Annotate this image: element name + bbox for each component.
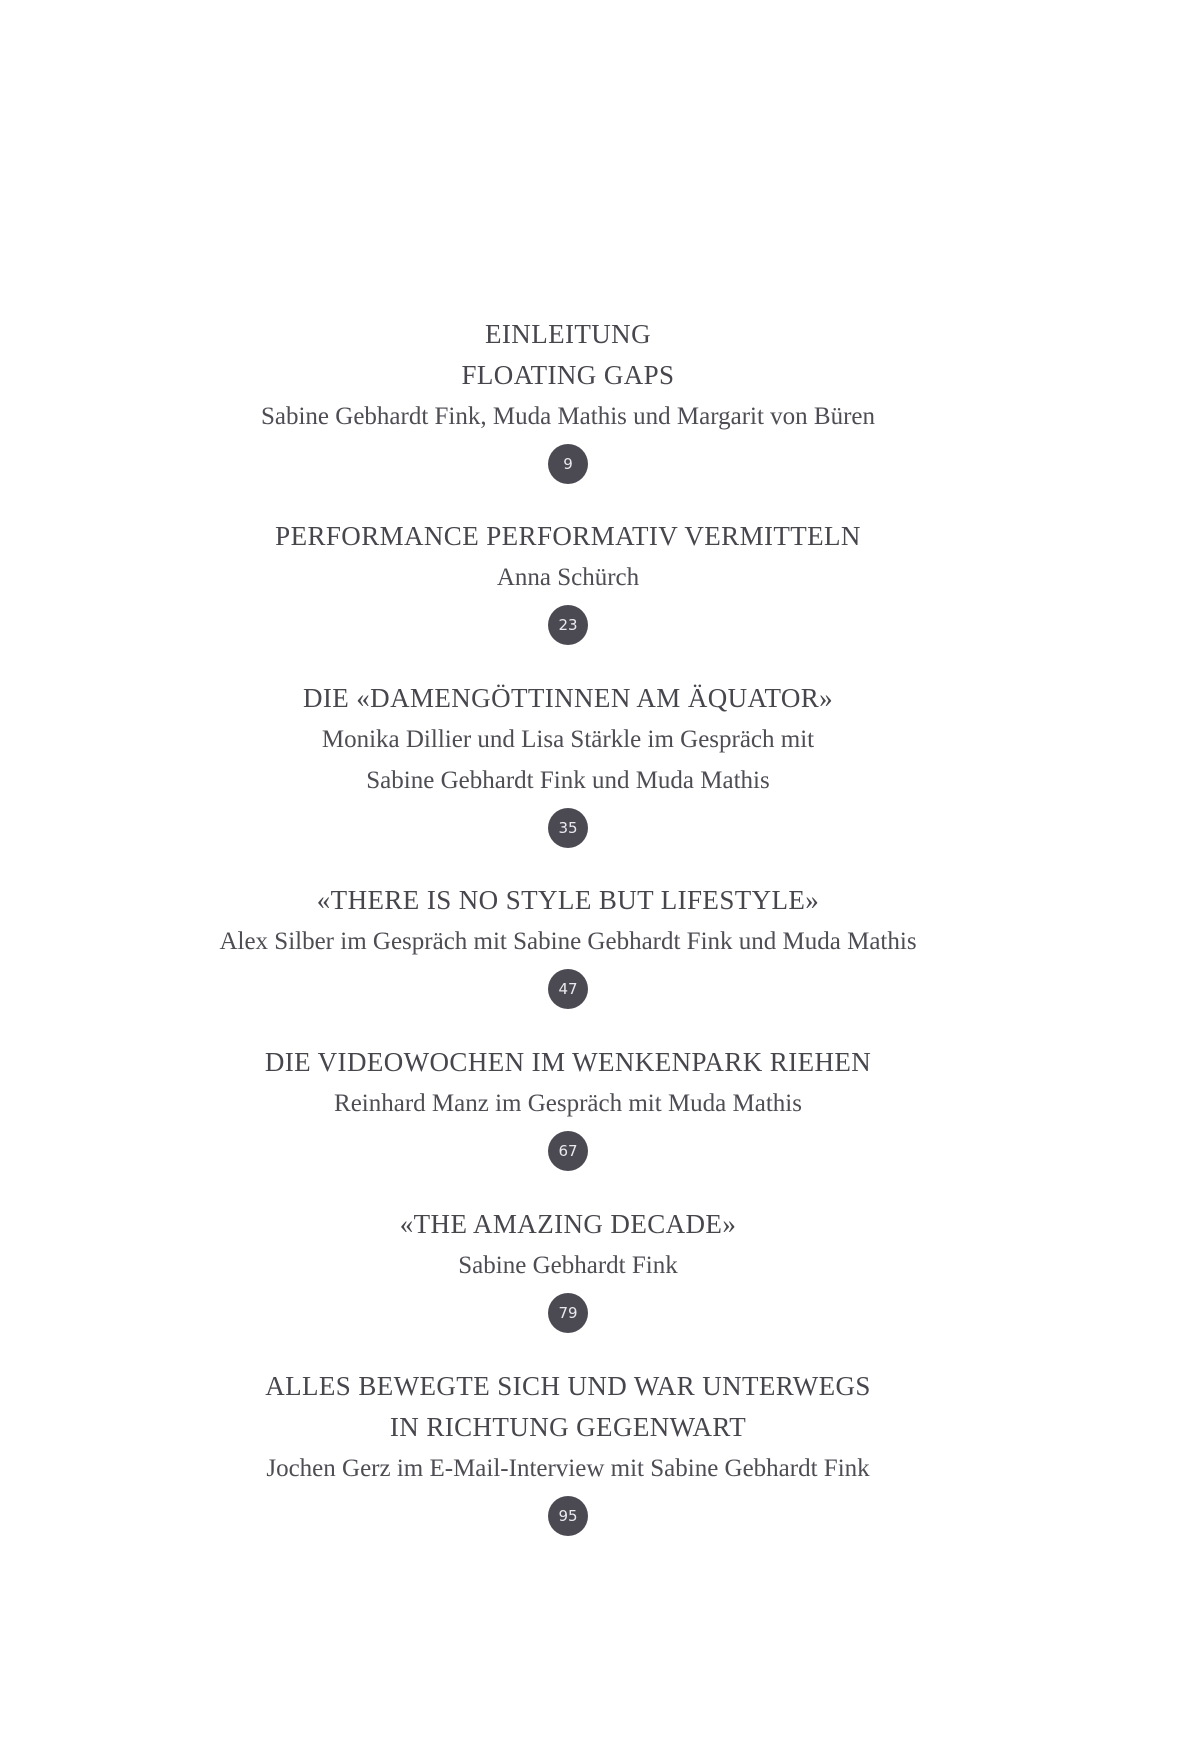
toc-entry[interactable] <box>100 1042 1036 1171</box>
page-number-badge[interactable]: 9 <box>548 444 588 484</box>
entry-title: «THERE IS NO STYLE BUT LIFESTYLE» <box>316 885 820 915</box>
entry-title: DIE «DAMENGÖTTINNEN AM ÄQUATOR» <box>302 683 834 713</box>
entry-authors: Sabine Gebhardt Fink und Muda Mathis <box>366 767 770 794</box>
page-number-badge[interactable]: 95 <box>548 1496 588 1536</box>
toc-entry[interactable] <box>100 678 1036 848</box>
entry-title: EINLEITUNG <box>485 319 651 349</box>
entry-title: «THE AMAZING DECADE» <box>399 1209 737 1239</box>
page-number-badge[interactable]: 79 <box>548 1293 588 1333</box>
entry-authors: Anna Schürch <box>496 564 640 591</box>
entry-title: FLOATING GAPS <box>461 360 675 390</box>
entry-authors: Monika Dillier und Lisa Stärkle im Gespräch mit <box>321 726 815 753</box>
entry-title: ALLES BEWEGTE SICH UND WAR UNTERWEGS <box>265 1371 871 1401</box>
entry-title: PERFORMANCE PERFORMATIV VERMITTELN <box>275 521 861 551</box>
entry-authors: Sabine Gebhardt Fink <box>458 1252 678 1279</box>
page-number-badge[interactable]: 47 <box>548 969 588 1009</box>
toc-entry[interactable] <box>100 1366 1036 1536</box>
toc-entry[interactable] <box>100 880 1036 1009</box>
toc-entry[interactable] <box>100 1204 1036 1333</box>
page-number-badge[interactable]: 67 <box>548 1131 588 1171</box>
entry-authors: Alex Silber im Gespräch mit Sabine Gebhardt Fink und Muda Mathis <box>219 928 917 955</box>
entry-authors: Reinhard Manz im Gespräch mit Muda Mathis <box>334 1090 802 1117</box>
page-number-badge[interactable]: 23 <box>548 605 588 645</box>
entry-authors: Sabine Gebhardt Fink, Muda Mathis und Margarit von Büren <box>260 403 876 430</box>
toc-entry[interactable] <box>100 314 1036 484</box>
toc-entry[interactable] <box>100 516 1036 645</box>
entry-title: IN RICHTUNG GEGENWART <box>389 1412 747 1442</box>
entry-title: DIE VIDEOWOCHEN IM WENKENPARK RIEHEN <box>264 1047 872 1077</box>
page-number-badge[interactable]: 35 <box>548 808 588 848</box>
entry-authors: Jochen Gerz im E-Mail-Interview mit Sabine Gebhardt Fink <box>266 1455 870 1482</box>
